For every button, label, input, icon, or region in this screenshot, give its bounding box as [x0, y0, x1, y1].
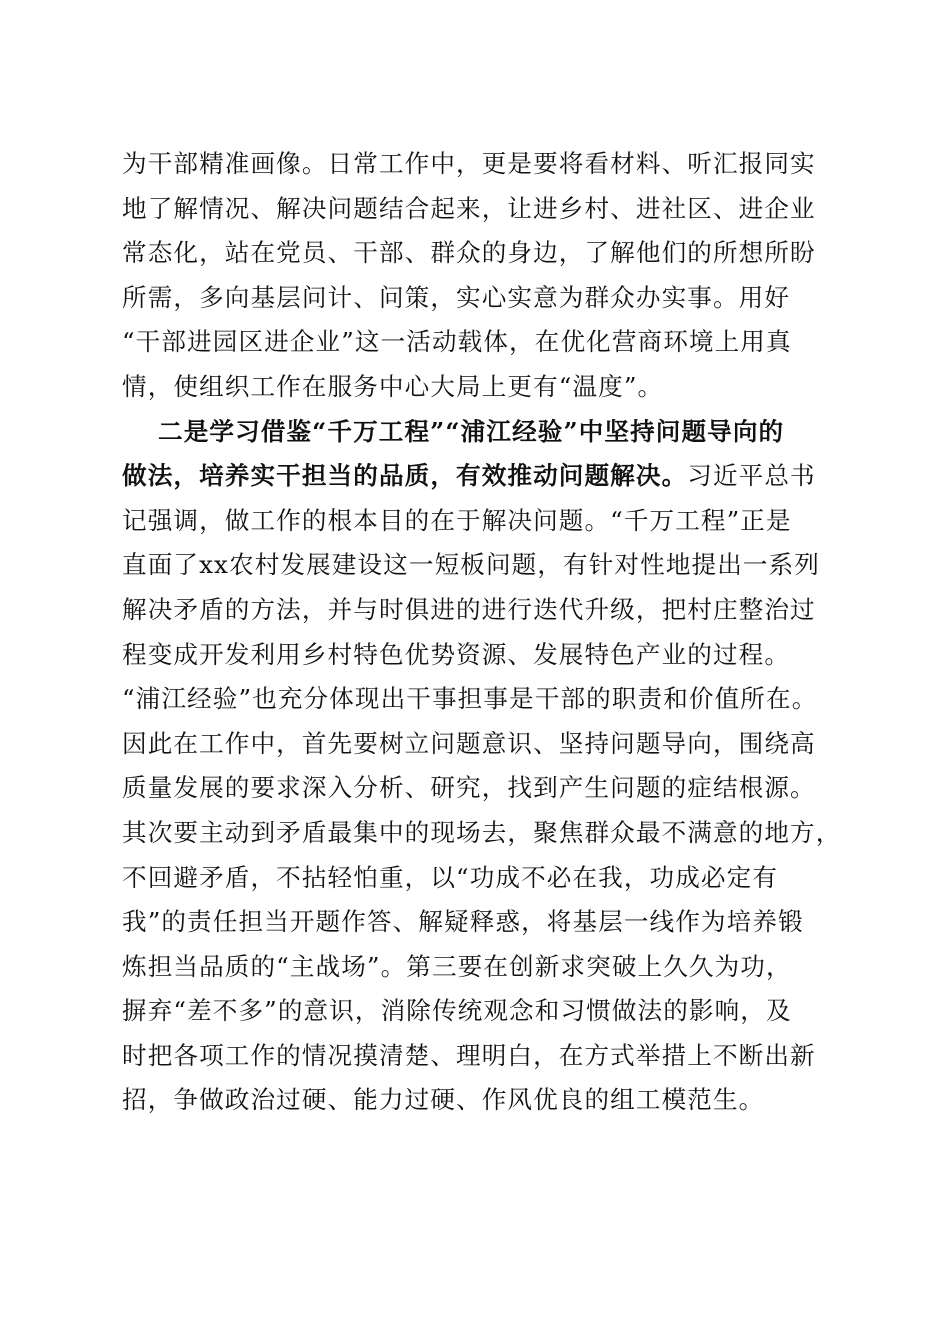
text-line: “干部进园区进企业”这一活动载体，在优化营商环境上用真: [122, 327, 792, 357]
text-line: 为干部精准画像。日常工作中，更是要将看材料、听汇报同实: [122, 149, 816, 178]
body-text: [122, 142, 842, 1123]
paragraph-1: [122, 142, 842, 410]
paragraph-heading-tail: 做法，培养实干担当的品质，有效推动问题解决。: [122, 461, 688, 491]
text-line: 招，争做政治过硬、能力过硬、作风优良的组工模范生。: [122, 1085, 765, 1115]
text-line: 炼担当品质的“主战场”。第三要在创新求突破上久久为功，: [122, 951, 792, 981]
text-line: 记强调，做工作的根本目的在于解决问题。“千万工程”正是: [122, 505, 792, 535]
text-line: 其次要主动到矛盾最集中的现场去，聚焦群众最不满意的地方，: [122, 817, 842, 847]
text-line: 情，使组织工作在服务中心大局上更有“温度”。: [122, 371, 664, 401]
paragraph-2: [122, 410, 842, 1124]
text-line: [122, 454, 842, 499]
text-line: 摒弃“差不多”的意识，消除传统观念和习惯做法的影响，及: [122, 996, 792, 1026]
text-line: 时把各项工作的情况摸清楚、理明白，在方式举措上不断出新: [122, 1040, 816, 1070]
text-line: 因此在工作中，首先要树立问题意识、坚持问题导向，围绕高: [122, 728, 816, 758]
text-line: 不回避矛盾，不拈轻怕重，以“功成不必在我，功成必定有: [122, 862, 779, 892]
text-line: 质量发展的要求深入分析、研究，找到产生问题的症结根源。: [122, 773, 816, 803]
text-line: “浦江经验”也充分体现出干事担事是干部的职责和价值所在。: [122, 684, 818, 714]
text-line: 直面了xx农村发展建设这一短板问题，有针对性地提出一系列: [122, 550, 820, 580]
text-line: 程变成开发利用乡村特色优势资源、发展特色产业的过程。: [122, 639, 791, 669]
text-line: 常态化，站在党员、干部、群众的身边，了解他们的所想所盼: [122, 238, 816, 268]
text-line: 所需，多向基层问计、问策，实心实意为群众办实事。用好: [122, 282, 791, 312]
text-line: 地了解情况、解决问题结合起来，让进乡村、进社区、进企业: [122, 193, 816, 223]
text-line: 我”的责任担当开题作答、解疑释惑，将基层一线作为培养锻: [122, 907, 804, 937]
paragraph-text-start: 习近平总书: [687, 461, 816, 491]
text-line: 解决矛盾的方法，并与时俱进的进行迭代升级，把村庄整治过: [122, 594, 816, 624]
paragraph-heading-line: 二是学习借鉴“千万工程”“浦江经验”中坚持问题导向的: [158, 416, 785, 446]
